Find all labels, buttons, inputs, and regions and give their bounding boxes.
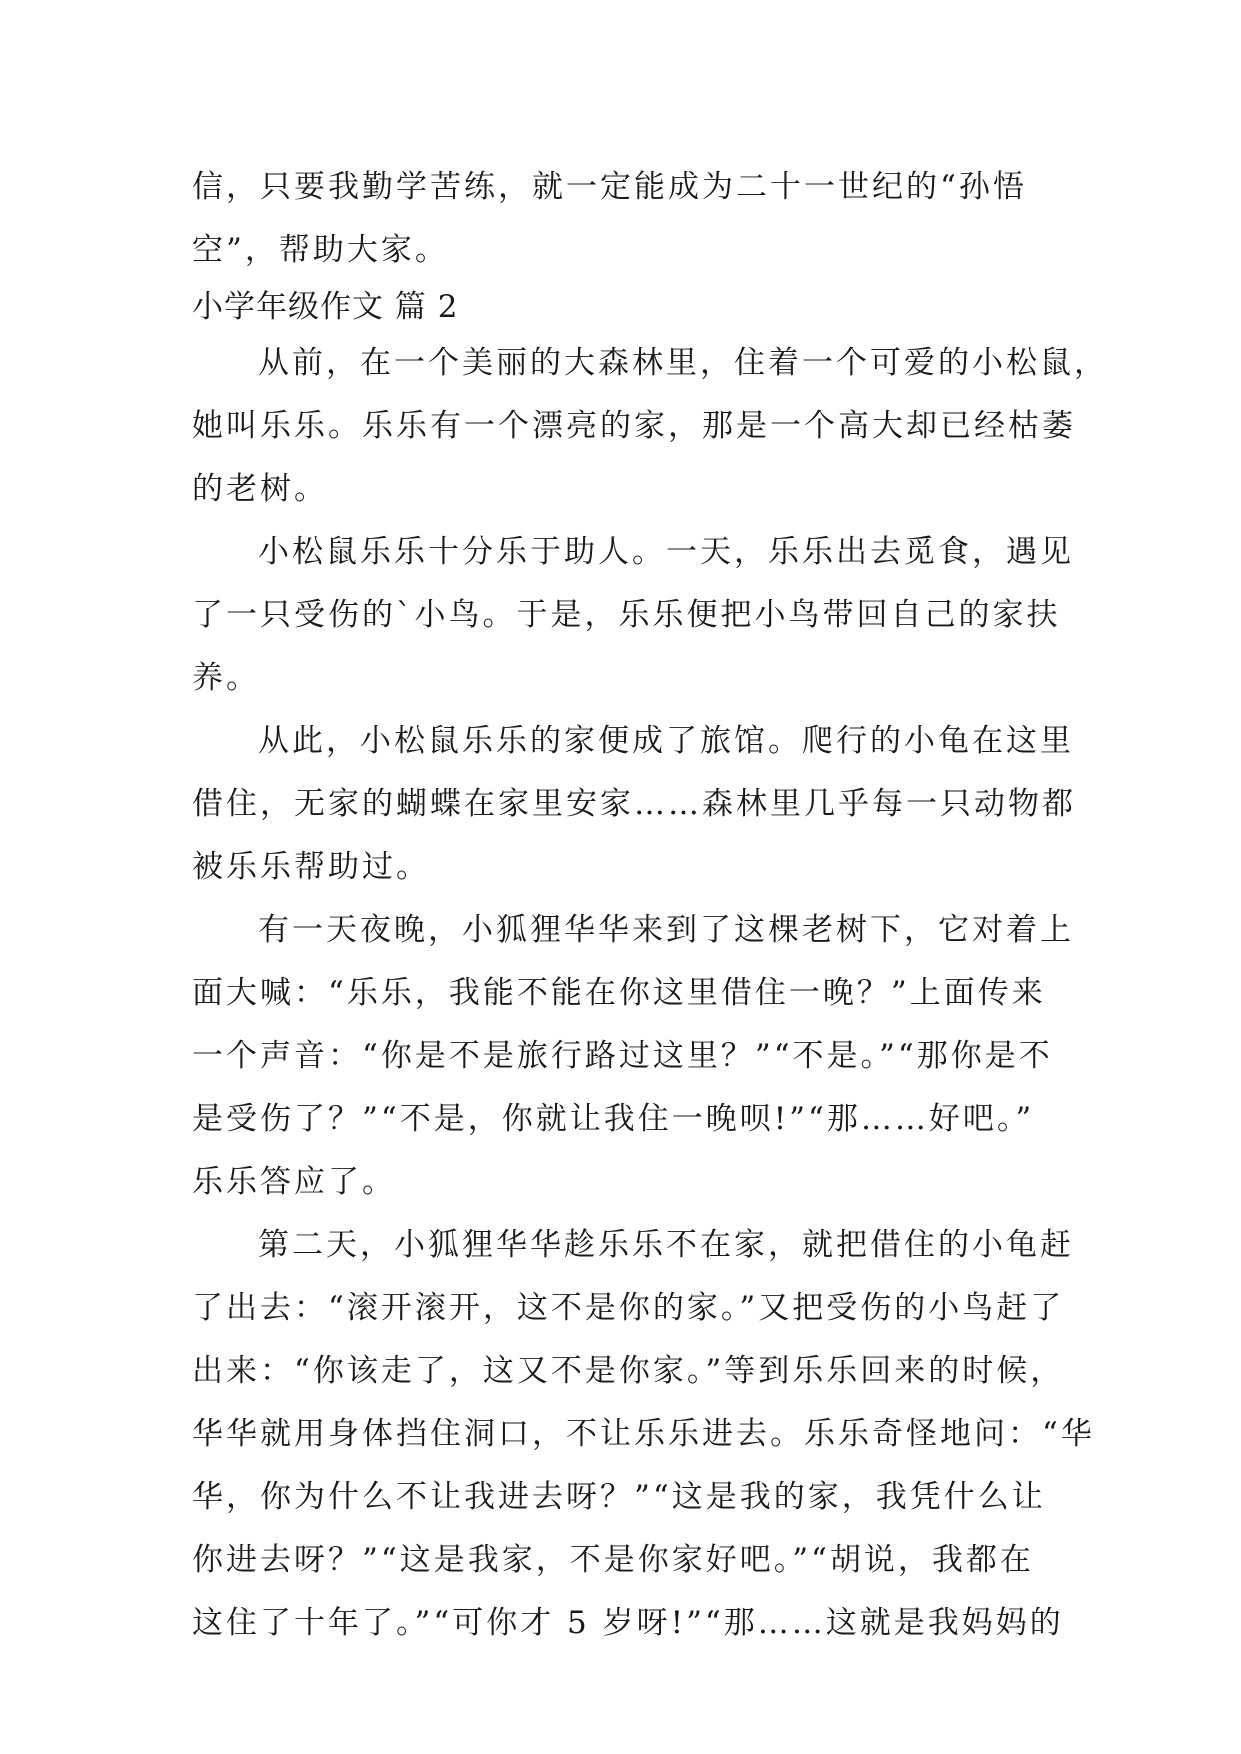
text-line: 借住，无家的蝴蝶在家里安家……森林里几乎每一只动物都 xyxy=(192,786,1076,822)
text-line: 养。 xyxy=(192,660,260,696)
paragraph-2 xyxy=(192,521,1074,710)
paragraph-4 xyxy=(192,899,1074,1214)
text-line: 是受伤了？”“不是，你就让我住一晚呗!”“那……好吧。” xyxy=(192,1101,1035,1137)
text-line: 了出去：“滚开滚开，这不是你的家。”又把受伤的小鸟赶了 xyxy=(192,1290,1065,1326)
paragraph-5 xyxy=(192,1214,1095,1655)
text-line: 华，你为什么不让我进去呀？”“这是我的家，我凭什么让 xyxy=(192,1479,1046,1515)
text-line: 信，只要我勤学苦练，就一定能成为二十一世纪的“孙悟 xyxy=(192,169,1027,205)
section-heading: 小学年级作文 篇 2 xyxy=(192,289,459,325)
text-line: 从此，小松鼠乐乐的家便成了旅馆。爬行的小龟在这里 xyxy=(258,723,1074,759)
text-line: 面大喊：“乐乐，我能不能在你这里借住一晚？”上面传来 xyxy=(192,975,1046,1011)
paragraph-1 xyxy=(192,332,1108,521)
text-line: 你进去呀？”“这是我家，不是你家好吧。”“胡说，我都在 xyxy=(192,1542,1034,1578)
text-line: 一个声音：“你是不是旅行路过这里？”“不是。”“那你是不 xyxy=(192,1038,1053,1074)
text-line: 华华就用身体挡住洞口，不让乐乐进去。乐乐奇怪地问：“华 xyxy=(192,1416,1095,1452)
paragraph-3 xyxy=(192,710,1076,899)
text-line: 了一只受伤的`小鸟。于是，乐乐便把小鸟带回自己的家扶 xyxy=(192,597,1061,633)
text-line: 出来：“你该走了，这又不是你家。”等到乐乐回来的时候， xyxy=(192,1353,1065,1389)
text-line: 的老树。 xyxy=(192,471,328,507)
document-body xyxy=(192,156,1108,1655)
text-line: 乐乐答应了。 xyxy=(192,1164,396,1200)
text-line: 有一天夜晚，小狐狸华华来到了这棵老树下，它对着上 xyxy=(258,912,1074,948)
text-line: 第二天，小狐狸华华趁乐乐不在家，就把借住的小龟赶 xyxy=(258,1227,1074,1263)
text-line: 她叫乐乐。乐乐有一个漂亮的家，那是一个高大却已经枯萎 xyxy=(192,408,1076,444)
text-line: 小松鼠乐乐十分乐于助人。一天，乐乐出去觅食，遇见 xyxy=(258,534,1074,570)
text-line: 空”，帮助大家。 xyxy=(192,232,449,268)
text-line: 这住了十年了。”“可你才 5 岁呀!”“那……这就是我妈妈的 xyxy=(192,1605,1064,1641)
text-line: 从前，在一个美丽的大森林里，住着一个可爱的小松鼠， xyxy=(258,345,1108,381)
text-line: 被乐乐帮助过。 xyxy=(192,849,430,885)
